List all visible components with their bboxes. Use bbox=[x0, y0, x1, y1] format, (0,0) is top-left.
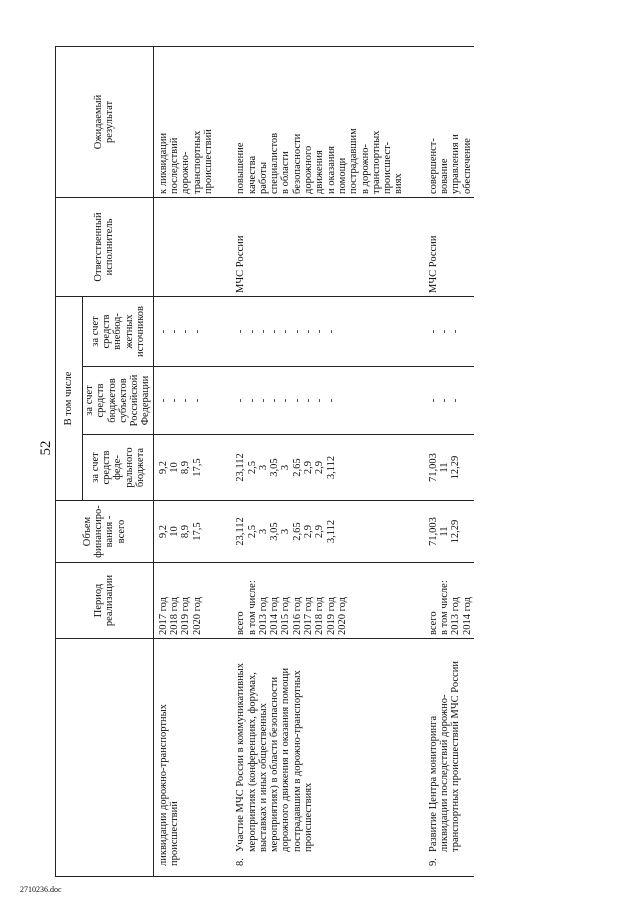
period-line: 2013 год bbox=[450, 597, 462, 635]
federal-budget-line: 11 bbox=[439, 462, 451, 473]
expected-result-cell bbox=[215, 46, 405, 197]
period-line: 2014 год bbox=[461, 597, 473, 635]
extrabudgetary-line: - bbox=[246, 329, 258, 334]
total-funding-line: 8,9 bbox=[180, 524, 192, 539]
header-line: Ответственный bbox=[93, 212, 105, 282]
header-line: субъектов bbox=[117, 378, 129, 423]
extrabudgetary-line: - bbox=[257, 329, 269, 334]
header-line: источников bbox=[134, 305, 146, 357]
regional-budget-line: - bbox=[180, 398, 192, 403]
period-line: 2019 год bbox=[325, 597, 337, 635]
regional-budget-cell bbox=[153, 367, 215, 435]
extrabudgetary-line: - bbox=[450, 329, 462, 334]
header-line: рального bbox=[123, 447, 135, 488]
total-funding-line: 12,29 bbox=[450, 519, 462, 544]
federal-budget-line: 12,29 bbox=[450, 455, 462, 480]
header-activity bbox=[56, 639, 154, 877]
regional-budget-line: - bbox=[235, 398, 247, 403]
header-line: бюджета bbox=[134, 447, 146, 488]
federal-budget-line: 2,9 bbox=[314, 460, 326, 475]
header-line: реализации bbox=[104, 574, 116, 627]
rotated-page-content bbox=[55, 47, 587, 877]
total-funding-line: 17,5 bbox=[191, 522, 203, 541]
header-federal-budget bbox=[83, 435, 154, 501]
header-total-funding bbox=[56, 501, 154, 563]
total-funding-line: 3,112 bbox=[325, 519, 337, 544]
expected-result-line: безопасности bbox=[291, 133, 303, 194]
executor-line: МЧС России bbox=[235, 235, 247, 293]
period-cell bbox=[215, 563, 405, 639]
total-funding-line: 23,112 bbox=[235, 517, 247, 546]
extrabudgetary-line: - bbox=[191, 329, 203, 334]
activity-line: происшествий bbox=[169, 801, 181, 866]
activity-cell bbox=[406, 639, 474, 877]
header-line: средств bbox=[100, 450, 112, 485]
period-line: 2014 год bbox=[269, 597, 281, 635]
activity-number: 8. bbox=[235, 858, 247, 866]
extrabudgetary-line: - bbox=[291, 329, 303, 334]
federal-budget-line: 17,5 bbox=[191, 458, 203, 477]
activity-line: мероприятиях (конференциях, форумах, bbox=[246, 672, 258, 852]
activity-text: Участие МЧС России в коммуникативных bbox=[235, 663, 247, 852]
expected-result-line: управления и bbox=[450, 134, 462, 194]
federal-budget-line: 9,2 bbox=[157, 460, 169, 475]
expected-result-line: дорожно- bbox=[180, 151, 192, 194]
regional-budget-line: - bbox=[269, 398, 281, 403]
expected-result-line: транспортных bbox=[370, 130, 382, 194]
header-extrabudgetary bbox=[83, 296, 154, 366]
regional-budget-line: - bbox=[427, 398, 439, 403]
executor-cell bbox=[406, 197, 474, 296]
table-row bbox=[215, 46, 405, 876]
expected-result-line: происшествий bbox=[202, 129, 214, 194]
total-funding-line: 2,9 bbox=[314, 524, 326, 539]
total-funding-line: 2,9 bbox=[303, 524, 315, 539]
executor-cell bbox=[215, 197, 405, 296]
extrabudgetary-line: - bbox=[325, 329, 337, 334]
period-cell bbox=[406, 563, 474, 639]
federal-budget-cell bbox=[215, 435, 405, 501]
header-regional-budgets bbox=[83, 367, 154, 435]
expected-result-line: специалистов bbox=[269, 132, 281, 194]
executor-line: МЧС России bbox=[427, 235, 439, 293]
expected-result-line: происшест- bbox=[382, 141, 394, 194]
expected-result-cell bbox=[153, 46, 215, 197]
activity-line: ликвидации последствий дорожно- bbox=[439, 694, 451, 852]
expected-result-line: помощи bbox=[336, 157, 348, 194]
extrabudgetary-line: - bbox=[180, 329, 192, 334]
period-cell bbox=[153, 563, 215, 639]
extrabudgetary-line: - bbox=[157, 329, 169, 334]
expected-result-line: вование bbox=[439, 158, 451, 194]
activity-cell bbox=[215, 639, 405, 877]
expected-result-line: к ликвидации bbox=[157, 132, 169, 194]
federal-budget-line: 8,9 bbox=[180, 460, 192, 475]
period-line: 2020 год bbox=[191, 597, 203, 635]
activity-line bbox=[235, 642, 246, 866]
extrabudgetary-cell bbox=[153, 296, 215, 366]
federal-budget-cell bbox=[153, 435, 215, 501]
federal-budget-line: 2,5 bbox=[246, 460, 258, 475]
period-line: 2017 год bbox=[303, 597, 315, 635]
period-line: 2013 год bbox=[257, 597, 269, 635]
regional-budget-cell bbox=[215, 367, 405, 435]
header-line: бюджетов bbox=[106, 378, 118, 423]
total-funding-line: 9,2 bbox=[157, 524, 169, 539]
regional-budget-line: - bbox=[246, 398, 258, 403]
total-funding-cell bbox=[406, 501, 474, 563]
period-line: 2015 год bbox=[280, 597, 292, 635]
activity-cell bbox=[153, 639, 215, 877]
total-funding-line: 11 bbox=[439, 526, 451, 537]
header-line: вания - bbox=[104, 515, 116, 548]
header-period bbox=[56, 563, 154, 639]
header-expected-result bbox=[56, 46, 154, 197]
total-funding-line: 71,003 bbox=[427, 517, 439, 546]
expected-result-cell bbox=[406, 46, 474, 197]
header-line: средств bbox=[95, 383, 107, 418]
federal-budget-line: 2,9 bbox=[303, 460, 315, 475]
expected-result-line: дорожного bbox=[303, 145, 315, 194]
total-funding-line: 10 bbox=[169, 526, 181, 537]
header-executor bbox=[56, 197, 154, 296]
federal-budget-line: 3 bbox=[257, 464, 269, 471]
header-line: средств bbox=[100, 314, 112, 349]
total-funding-line: 3,05 bbox=[269, 522, 281, 541]
activity-line: дорожного движения и оказания помощи bbox=[280, 667, 292, 852]
regional-budget-line: - bbox=[257, 398, 269, 403]
header-line: внебюд- bbox=[112, 313, 124, 350]
total-funding-line: 2,5 bbox=[246, 524, 258, 539]
expected-result-line: работы bbox=[257, 161, 269, 194]
period-line: 2016 год bbox=[291, 597, 303, 635]
expected-result-line: обеспечение bbox=[461, 138, 473, 194]
federal-budget-line: 3,112 bbox=[325, 455, 337, 480]
period-line: 2018 год bbox=[169, 597, 181, 635]
regional-budget-line: - bbox=[325, 398, 337, 403]
period-line: в том числе: bbox=[439, 580, 451, 635]
header-line: за счет bbox=[89, 316, 101, 347]
total-funding-line: 3 bbox=[280, 528, 292, 535]
table-row bbox=[406, 46, 474, 876]
federal-budget-line: 3,05 bbox=[269, 458, 281, 477]
expected-result-line: последствий bbox=[169, 137, 181, 194]
activity-line: выставках и иных общественных bbox=[257, 703, 269, 852]
extrabudgetary-line: - bbox=[280, 329, 292, 334]
activity-line bbox=[428, 642, 439, 866]
period-line: всего bbox=[235, 611, 247, 635]
total-funding-cell bbox=[215, 501, 405, 563]
period-line: 2017 год bbox=[157, 597, 169, 635]
expected-result-line: в области bbox=[280, 151, 292, 194]
page-number: 52 bbox=[38, 440, 54, 456]
document-footer-code: 2710236.doc bbox=[20, 885, 62, 894]
header-line: исполнитель bbox=[104, 218, 116, 276]
federal-budget-line: 2,65 bbox=[291, 458, 303, 477]
extrabudgetary-line: - bbox=[314, 329, 326, 334]
header-line: за счет bbox=[84, 385, 95, 416]
regional-budget-line: - bbox=[450, 398, 462, 403]
extrabudgetary-line: - bbox=[235, 329, 247, 334]
federal-budget-cell bbox=[406, 435, 474, 501]
extrabudgetary-cell bbox=[215, 296, 405, 366]
federal-budget-line: 23,112 bbox=[235, 453, 247, 482]
header-line: феде- bbox=[112, 455, 124, 480]
activity-line: транспортных происшествий МЧС России bbox=[450, 661, 462, 852]
activity-line: ликвидации дорожно-транспортных bbox=[157, 704, 169, 866]
header-line: финансиро- bbox=[93, 505, 105, 558]
extrabudgetary-line: - bbox=[303, 329, 315, 334]
header-line: Российской bbox=[129, 374, 141, 427]
program-activities-table bbox=[55, 46, 474, 877]
federal-budget-line: 71,003 bbox=[427, 453, 439, 482]
header-line: за счет bbox=[89, 452, 101, 483]
expected-result-line: пострадавшим bbox=[348, 128, 360, 194]
header-line: жетных bbox=[123, 314, 135, 349]
regional-budget-line: - bbox=[157, 398, 169, 403]
period-line: всего bbox=[427, 611, 439, 635]
regional-budget-line: - bbox=[169, 398, 181, 403]
header-line: всего bbox=[115, 519, 127, 544]
federal-budget-line: 3 bbox=[280, 464, 292, 471]
regional-budget-line: - bbox=[280, 398, 292, 403]
header-including: В том числе bbox=[56, 296, 83, 500]
activity-line: мероприятиях) в области безопасности bbox=[269, 676, 281, 852]
expected-result-line: качества bbox=[246, 155, 258, 194]
period-line: 2019 год bbox=[180, 597, 192, 635]
table-body bbox=[153, 46, 474, 876]
expected-result-line: движения bbox=[314, 150, 326, 194]
header-line: Объем bbox=[81, 516, 93, 547]
expected-result-line: повышение bbox=[235, 142, 247, 194]
regional-budget-cell bbox=[406, 367, 474, 435]
extrabudgetary-line: - bbox=[427, 329, 439, 334]
regional-budget-line: - bbox=[439, 398, 451, 403]
header-line: Ожидаемый bbox=[93, 94, 105, 150]
header-line: Период bbox=[93, 583, 105, 618]
expected-result-line: транспортных bbox=[191, 130, 203, 194]
regional-budget-line: - bbox=[303, 398, 315, 403]
total-funding-line: 2,65 bbox=[291, 522, 303, 541]
extrabudgetary-line: - bbox=[439, 329, 451, 334]
expected-result-line: виях bbox=[393, 173, 405, 194]
federal-budget-line: 10 bbox=[169, 462, 181, 473]
activity-text: Развитие Центра мониторинга bbox=[427, 715, 439, 852]
period-line: 2020 год bbox=[336, 597, 348, 635]
period-line: 2018 год bbox=[314, 597, 326, 635]
regional-budget-line: - bbox=[314, 398, 326, 403]
total-funding-line: 3 bbox=[257, 528, 269, 535]
activity-line: происшествиях bbox=[303, 782, 315, 852]
extrabudgetary-line: - bbox=[269, 329, 281, 334]
period-line: в том числе: bbox=[246, 580, 258, 635]
extrabudgetary-cell bbox=[406, 296, 474, 366]
header-line: результат bbox=[104, 100, 116, 144]
regional-budget-line: - bbox=[291, 398, 303, 403]
extrabudgetary-line: - bbox=[169, 329, 181, 334]
header-line: Федерации bbox=[140, 375, 152, 426]
expected-result-line: совершенст- bbox=[427, 138, 439, 194]
activity-line: пострадавшим в дорожно-транспортных bbox=[291, 670, 303, 852]
expected-result-line: и оказания bbox=[325, 146, 337, 194]
table-row bbox=[153, 46, 215, 876]
activity-number: 9. bbox=[427, 858, 439, 866]
expected-result-line: в дорожно- bbox=[359, 143, 371, 194]
executor-cell bbox=[153, 197, 215, 296]
regional-budget-line: - bbox=[191, 398, 203, 403]
total-funding-cell bbox=[153, 501, 215, 563]
